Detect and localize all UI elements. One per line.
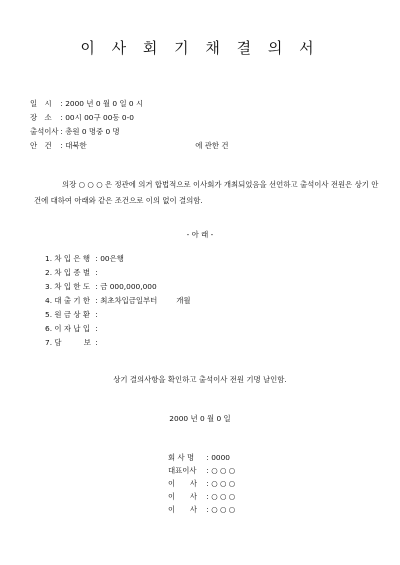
agenda-label: 안 건 [30, 141, 52, 150]
term-label: 7. 담 보 [45, 338, 91, 347]
signature-value: ○ ○ ○ [211, 505, 236, 514]
document-title: 이 사 회 기 채 결 의 서 [80, 39, 320, 57]
signature-value: 0000 [211, 453, 231, 462]
header-attendance: 출석이사 : 총원 0 명중 0 명 [30, 127, 120, 136]
confirmation-text: 상기 결의사항을 확인하고 출석이사 전원 기명 날인함. [113, 375, 287, 384]
section-heading: - 아 래 - [186, 230, 214, 239]
term-value: 00은행 [100, 254, 124, 263]
signature-value: ○ ○ ○ [211, 466, 236, 475]
term-label: 5. 원 금 상 환 [45, 310, 91, 319]
header-agenda: 안 건 : 대북한 에 관한 건 [30, 141, 229, 150]
signature-label: 회 사 명 [168, 453, 195, 462]
agenda-value: 대북한 [65, 141, 87, 150]
datetime-label: 일 시 [30, 99, 52, 108]
datetime-value: 2000 년 0 월 0 일 0 시 [65, 99, 144, 108]
term-row: 3. 차 입 한 도 : 금 000,000,000 [45, 282, 157, 291]
term-suffix: 개월 [176, 296, 191, 305]
signature-row: 이 사 : ○ ○ ○ [168, 505, 236, 514]
signature-date: 2000 년 0 월 0 일 [169, 414, 231, 423]
signature-row: 이 사 : ○ ○ ○ [168, 479, 236, 488]
header-place: 장 소 : 00시 00구 00동 0-0 [30, 113, 134, 122]
signature-label: 이 사 [168, 505, 198, 514]
term-value: 금 000,000,000 [100, 282, 157, 291]
term-row: 2. 차 입 종 별 : [45, 268, 98, 277]
signature-value: ○ ○ ○ [211, 479, 236, 488]
signature-label: 이 사 [168, 479, 198, 488]
place-label: 장 소 [30, 113, 52, 122]
attendance-value: 총원 0 명중 0 명 [65, 127, 120, 136]
term-label: 6. 이 자 납 입 [45, 324, 91, 333]
term-row: 6. 이 자 납 입 : [45, 324, 98, 333]
term-label: 1. 차 입 은 행 [45, 254, 91, 263]
term-row: 7. 담 보 : [45, 338, 98, 347]
term-label: 4. 대 출 기 한 [45, 296, 91, 305]
term-row: 1. 차 입 은 행 : 00은행 [45, 254, 124, 263]
term-value: 최초차입금일부터 [100, 296, 158, 305]
term-row: 4. 대 출 기 한 : 최초차입금일부터 개월 [45, 296, 191, 305]
term-label: 2. 차 입 종 별 [45, 268, 91, 277]
term-label: 3. 차 입 한 도 [45, 282, 91, 291]
header-datetime: 일 시 : 2000 년 0 월 0 일 0 시 [30, 99, 144, 108]
signature-label: 이 사 [168, 492, 198, 501]
signature-label: 대표이사 [168, 466, 197, 475]
signature-row: 회 사 명 : 0000 [168, 453, 231, 462]
attendance-label: 출석이사 [30, 127, 59, 136]
signature-row: 대표이사 : ○ ○ ○ [168, 466, 236, 475]
intro-paragraph: 의장 ○ ○ ○ 은 정관에 의거 합법적으로 이사회가 개최되었음을 선언하고 출석이사 전원은 상기 안건에 대하여 아래와 같은 조건으로 이의 없이 결의함. [34, 180, 379, 205]
place-value: 00시 00구 00동 0-0 [65, 113, 134, 122]
signature-value: ○ ○ ○ [211, 492, 236, 501]
agenda-suffix: 에 관한 건 [195, 141, 229, 150]
signature-row: 이 사 : ○ ○ ○ [168, 492, 236, 501]
term-row: 5. 원 금 상 환 : [45, 310, 98, 319]
